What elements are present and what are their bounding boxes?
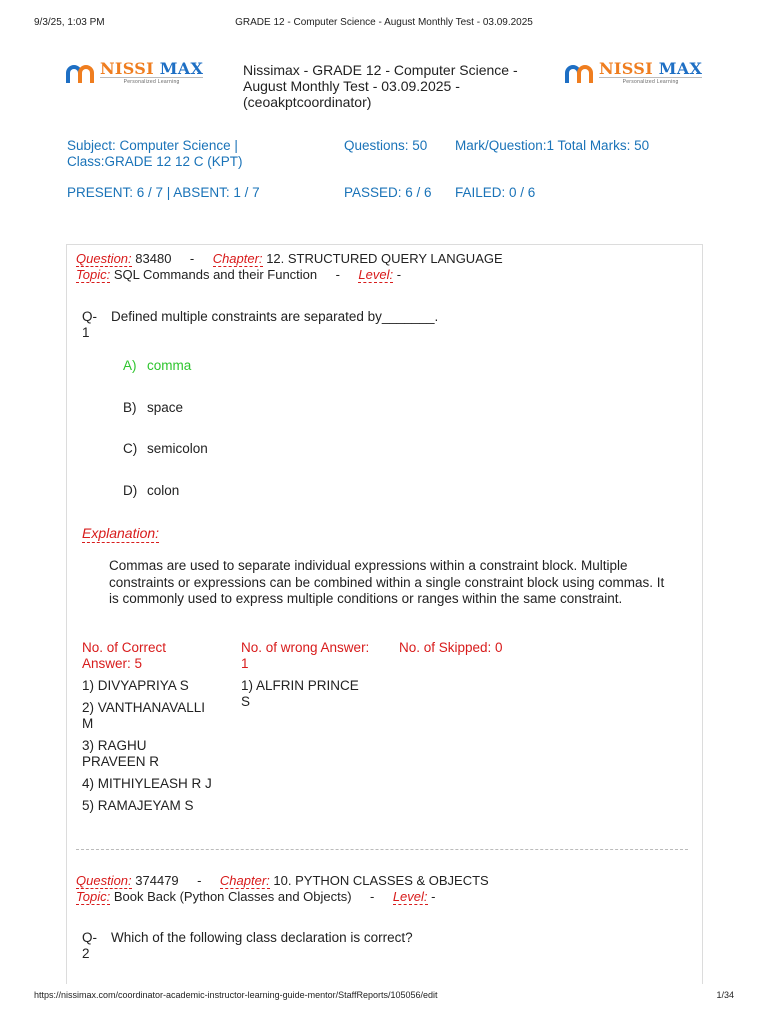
option-d: [123, 483, 179, 499]
explanation-label: Explanation:: [82, 525, 160, 541]
chapter-label: Chapter:: [212, 251, 263, 266]
question-text: Which of the following class declaration is correct?: [111, 930, 413, 945]
option-text: comma: [147, 358, 192, 373]
level-label: Level:: [358, 267, 394, 282]
failed-count: FAILED: 0 / 6: [455, 185, 536, 200]
wrong-answer-count: No. of wrong Answer: 1: [241, 640, 370, 671]
chapter-name: 10. PYTHON CLASSES & OBJECTS: [273, 873, 489, 888]
nissimax-logo-right: [565, 58, 702, 86]
topic-name: Book Back (Python Classes and Objects): [113, 889, 352, 904]
topic-meta-line: [76, 889, 436, 905]
topic-name: SQL Commands and their Function: [113, 267, 318, 282]
print-title: GRADE 12 - Computer Science - August Monthly Test - 03.09.2025: [235, 17, 533, 28]
nissimax-logo-icon: [565, 61, 595, 83]
topic-label: Topic:: [76, 889, 111, 904]
option-text: colon: [147, 483, 180, 498]
logo-tagline: Personalized Learning: [100, 77, 203, 85]
chapter-name: 12. STRUCTURED QUERY LANGUAGE: [266, 251, 503, 266]
attendance-info: PRESENT: 6 / 7 | ABSENT: 1 / 7: [67, 185, 260, 200]
print-datetime: 9/3/25, 1:03 PM: [34, 17, 105, 28]
question-meta-line: [76, 873, 489, 889]
question-number: Q-1: [82, 309, 97, 340]
question-meta-line: [76, 251, 503, 267]
question-text: Defined multiple constraints are separated by_______.: [111, 309, 439, 324]
level-label: Level:: [392, 889, 428, 904]
print-header: [34, 17, 734, 31]
logo-brand-part2: MAX: [159, 58, 204, 78]
topic-label: Topic:: [76, 267, 111, 282]
document-title: Nissimax - GRADE 12 - Computer Science - August Monthly Test - 03.09.2025 - (ceoakptcoordinator): [243, 62, 518, 110]
passed-count: PASSED: 6 / 6: [344, 185, 432, 200]
option-text: semicolon: [147, 441, 208, 456]
option-text: space: [147, 400, 184, 415]
page-number: 1/34: [716, 990, 734, 1000]
level-value: -: [431, 889, 436, 904]
question-label: Question:: [76, 251, 132, 266]
separator: -: [197, 873, 202, 888]
logo-brand-part2: MAX: [658, 58, 703, 78]
option-letter: C): [123, 441, 138, 456]
question-divider: [76, 849, 688, 850]
print-footer: [34, 990, 734, 1004]
subject-class-info: Subject: Computer Science | Class:GRADE 12 12 C (KPT): [67, 138, 243, 169]
questions-count: Questions: 50: [344, 138, 428, 153]
correct-answer-count: No. of Correct Answer: 5: [82, 640, 167, 671]
question-label: Question:: [76, 873, 132, 888]
explanation-text: Commas are used to separate individual expressions within a constraint block. Multiple constraints or expressions can be combined within a single constraint block using commas. It is commonly used to express multiple conditions or ranges within the same constraint.: [109, 558, 665, 606]
wrong-students-list: [241, 678, 371, 716]
list-item: 1) DIVYAPRIYA S: [82, 678, 189, 693]
question-id: 374479: [135, 873, 179, 888]
skipped-count: No. of Skipped: 0: [399, 640, 503, 655]
separator: -: [335, 267, 340, 282]
level-value: -: [396, 267, 402, 282]
correct-students-list: [82, 678, 212, 820]
separator: -: [370, 889, 375, 904]
chapter-label: Chapter:: [219, 873, 270, 888]
option-letter: B): [123, 400, 137, 415]
separator: -: [189, 251, 195, 266]
logo-tagline: Personalized Learning: [599, 77, 702, 85]
option-letter: A): [123, 358, 137, 373]
page-url: https://nissimax.com/coordinator-academic-instructor-learning-guide-mentor/StaffReports/105056/edit: [34, 990, 438, 1000]
option-b: [123, 400, 183, 416]
question-number: Q-2: [82, 930, 97, 961]
option-c: [123, 441, 208, 457]
nissimax-logo-icon: [66, 61, 96, 83]
option-a-correct: [123, 358, 191, 374]
logo-brand-part1: NISSI: [100, 58, 154, 78]
question-id: 83480: [135, 251, 172, 266]
list-item: 3) RAGHU PRAVEEN R: [82, 738, 160, 769]
marks-info: Mark/Question:1 Total Marks: 50: [455, 138, 650, 153]
option-letter: D): [123, 483, 138, 498]
nissimax-logo-left: [66, 58, 203, 86]
list-item: 5) RAMAJEYAM S: [82, 798, 194, 813]
logo-brand-part1: NISSI: [599, 58, 653, 78]
list-item: 1) ALFRIN PRINCE S: [241, 678, 359, 709]
list-item: 4) MITHIYLEASH R J: [82, 776, 212, 791]
list-item: 2) VANTHANAVALLI M: [82, 700, 206, 731]
topic-meta-line: [76, 267, 401, 283]
